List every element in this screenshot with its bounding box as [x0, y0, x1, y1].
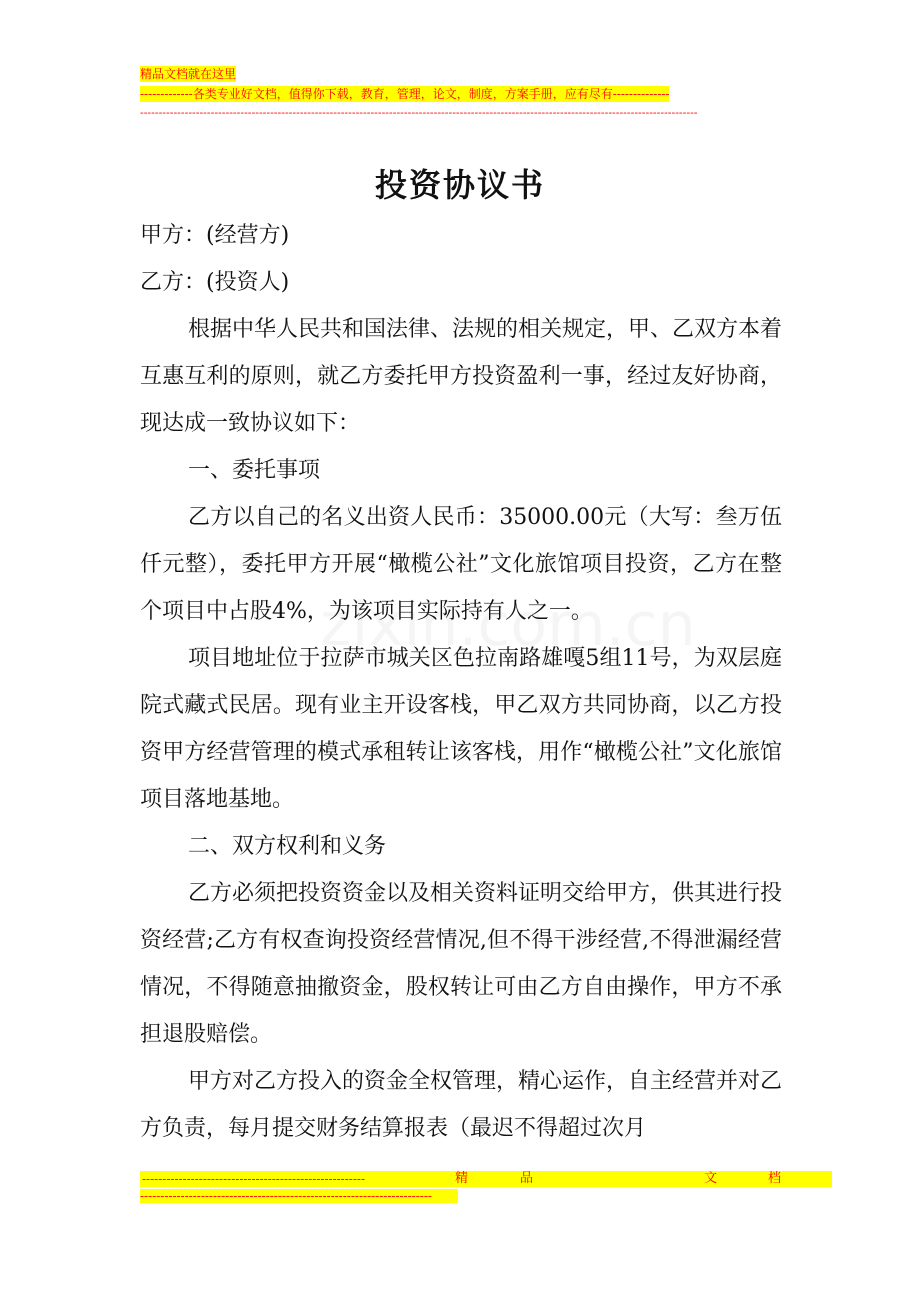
header-banner-line1: 精品文档就在这里 — [140, 67, 237, 81]
paragraph-party-b-duties: 乙方必须把投资资金以及相关资料证明交给甲方，供其进行投资经营;乙方有权查询投资经营情况,但不得干涉经营,不得泄漏经营情况，不得随意抽撤资金，股权转让可由乙方自由操作，甲方不承担退股赔偿。 — [140, 881, 783, 1047]
paragraph-address: 项目地址位于拉萨市城关区色拉南路雄嘎5组11号，为双层庭院式藏式民居。现有业主开设客栈，甲乙双方共同协商，以乙方投资甲方经营管理的模式承租转让该客栈，用作“橄榄公社”文化旅馆项目落地基地。 — [140, 646, 782, 812]
paragraph-investment: 乙方以自己的名义出资人民币：35000.00元（大写：叁万伍仟元整），委托甲方开展“橄榄公社”文化旅馆项目投资，乙方在整个项目中占股4%，为该项目实际持有人之一。 — [140, 505, 782, 624]
header-separator: ------------------------------------------------------------------------------------------------------------------------------------------------------ — [140, 106, 698, 119]
party-a: 甲方：(经营方) — [140, 223, 290, 248]
document-body — [140, 212, 782, 1152]
header-banner-line2: -------------各类专业好文档，值得你下载，教育，管理，论文，制度，方案手册，应有尽有-------------- — [140, 87, 670, 101]
footer-char: 文 — [704, 1171, 718, 1186]
footer-dashes: ------------------------------------------------------- — [142, 1172, 366, 1186]
party-b: 乙方：(投资人) — [140, 270, 290, 295]
footer-char: 档 — [768, 1171, 782, 1186]
footer-char: 品 — [520, 1171, 534, 1186]
section-heading-1: 一、委托事项 — [188, 458, 321, 483]
paragraph-party-a-duties: 甲方对乙方投入的资金全权管理，精心运作，自主经营并对乙方负责，每月提交财务结算报表（最迟不得超过次月 — [140, 1069, 783, 1141]
footer-dashes-line2: ------------------------------------------------------------------------ — [140, 1189, 458, 1203]
preamble-paragraph: 根据中华人民共和国法律、法规的相关规定，甲、乙双方本着互惠互利的原则，就乙方委托甲方投资盈利一事，经过友好协商，现达成一致协议如下： — [140, 317, 783, 436]
section-heading-2: 二、双方权利和义务 — [188, 834, 387, 859]
footer-char: 精 — [455, 1171, 469, 1186]
document-title: 投资协议书 — [374, 166, 545, 204]
